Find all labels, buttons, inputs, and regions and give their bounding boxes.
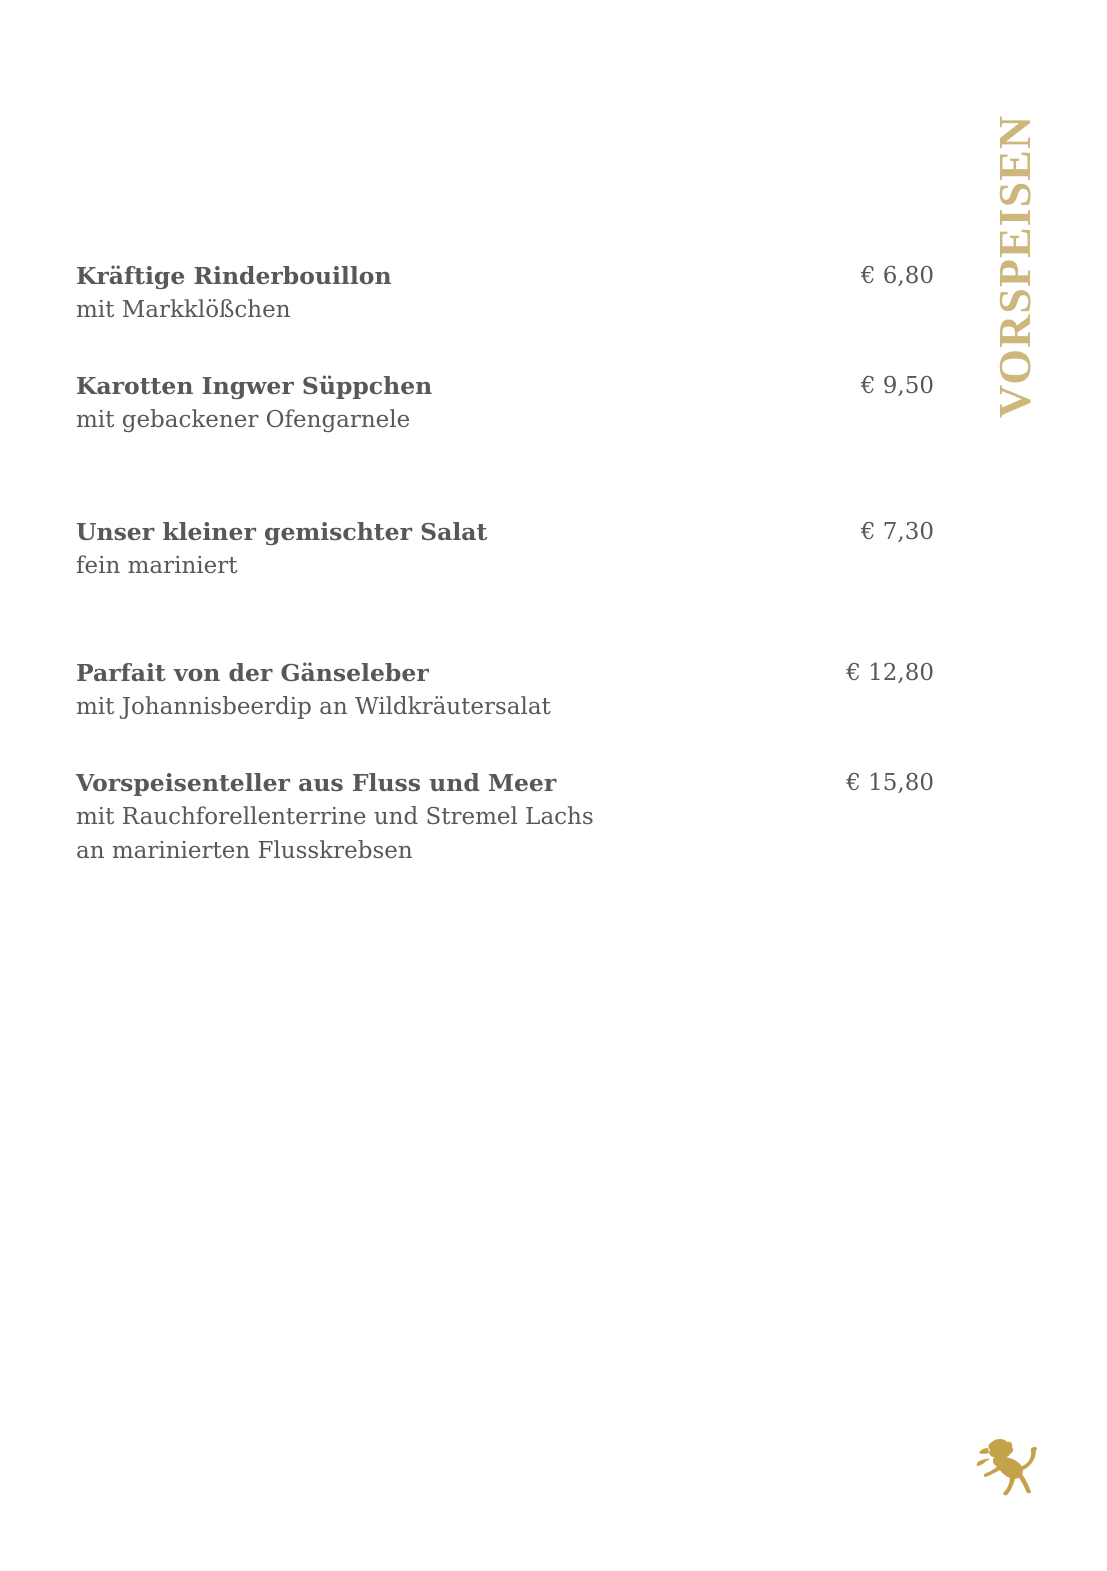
item-description: fein mariniert: [76, 553, 238, 579]
item-price: € 12,80: [846, 660, 934, 686]
menu-item: [76, 766, 934, 868]
item-name: Vorspeisenteller aus Fluss und Meer: [76, 769, 557, 797]
item-price: € 15,80: [846, 770, 934, 796]
menu-item: [76, 656, 934, 724]
item-price: € 9,50: [860, 373, 934, 399]
item-price: € 6,80: [860, 263, 934, 289]
item-description: mit Rauchforellenterrine und Stremel Lachs: [76, 804, 594, 830]
item-name: Kräftige Rinderbouillon: [76, 262, 392, 290]
item-description: mit Johannisbeerdip an Wildkräutersalat: [76, 694, 551, 720]
menu-item: [76, 515, 934, 583]
item-description: mit Markklößchen: [76, 297, 291, 323]
item-name: Unser kleiner gemischter Salat: [76, 518, 488, 546]
item-description: an marinierten Flusskrebsen: [76, 838, 413, 864]
item-description: mit gebackener Ofengarnele: [76, 407, 411, 433]
section-title: VORSPEISEN: [989, 114, 1040, 418]
menu-item: [76, 259, 934, 327]
item-price: € 7,30: [860, 519, 934, 545]
item-name: Parfait von der Gänseleber: [76, 659, 429, 687]
item-name: Karotten Ingwer Süppchen: [76, 372, 433, 400]
menu-item: [76, 369, 934, 437]
lion-rampant-icon: [974, 1436, 1038, 1498]
